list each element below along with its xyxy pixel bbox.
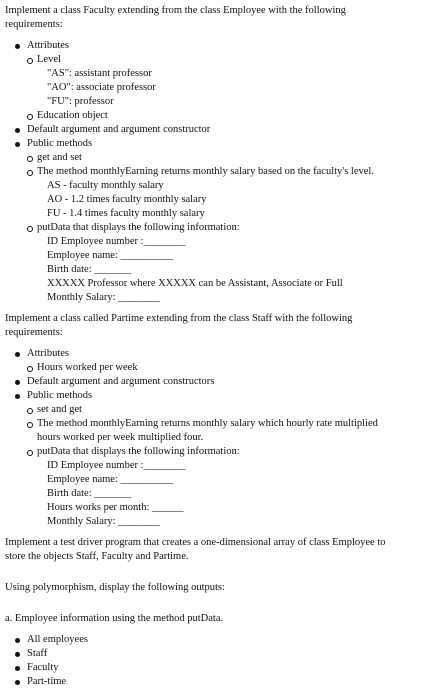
circle-bullet-icon — [27, 408, 33, 414]
salary-fu: FU - 1.4 times faculty monthly salary — [47, 208, 205, 219]
bullet-icon — [15, 680, 20, 685]
partime-intro — [5, 312, 418, 340]
part-a-list — [5, 633, 418, 689]
level-as: "AS": assistant professor — [47, 68, 152, 79]
list-item: get and set — [5, 151, 418, 165]
list-item: Attributes — [5, 39, 418, 53]
list-item: Part-time — [5, 675, 418, 689]
level-ao: "AO": associate professor — [47, 82, 156, 93]
faculty-intro-line-2: requirements: — [5, 19, 63, 30]
faculty-requirements-list — [5, 39, 418, 305]
output-id: ID Employee number :________ — [47, 460, 186, 471]
level-fu: "FU": professor — [47, 96, 114, 107]
bullet-icon — [15, 352, 20, 357]
bullet-icon — [15, 638, 20, 643]
part-a-intro: a. Employee information using the method putData. — [5, 613, 224, 624]
output-birth: Birth date: _______ — [47, 264, 131, 275]
circle-bullet-icon — [27, 226, 33, 232]
partime-intro-line-1: Implement a class called Partime extending from the class Staff with the following — [5, 313, 353, 324]
monthly-earning-continuation: hours worked per week multiplied four. — [37, 432, 204, 443]
list-item: set and get — [5, 403, 418, 417]
bullet-icon — [15, 44, 20, 49]
output-name: Employee name: __________ — [47, 250, 173, 261]
output-salary: Monthly Salary: ________ — [47, 292, 161, 303]
circle-bullet-icon — [27, 450, 33, 456]
list-item: Staff — [5, 647, 418, 661]
list-item: Hours worked per week — [5, 361, 418, 375]
list-item: The method monthlyEarning returns monthly salary based on the faculty's level. — [5, 165, 418, 179]
output-id: ID Employee number :________ — [47, 236, 186, 247]
bullet-icon — [15, 128, 20, 133]
bullet-icon — [15, 142, 20, 147]
polymorphism-paragraph: Using polymorphism, display the following outputs: — [5, 582, 225, 593]
salary-ao: AO - 1.2 times faculty monthly salary — [47, 194, 207, 205]
list-item: Faculty — [5, 661, 418, 675]
circle-bullet-icon — [27, 114, 33, 120]
list-item: Public methods — [5, 137, 418, 151]
output-professor: XXXXX Professor where XXXXX can be Assistant, Associate or Full — [47, 278, 343, 289]
output-salary: Monthly Salary: ________ — [47, 516, 161, 527]
circle-bullet-icon — [27, 366, 33, 372]
faculty-intro — [5, 4, 418, 32]
driver-line-1: Implement a test driver program that creates a one-dimensional array of class Employee to — [5, 537, 386, 548]
circle-bullet-icon — [27, 156, 33, 162]
bullet-icon — [15, 380, 20, 385]
partime-requirements-list — [5, 347, 418, 529]
bullet-icon — [15, 652, 20, 657]
circle-bullet-icon — [27, 58, 33, 64]
list-item: Education object — [5, 109, 418, 123]
list-item: Default argument and argument constructor — [5, 123, 418, 137]
output-birth: Birth date: _______ — [47, 488, 131, 499]
list-item: Attributes — [5, 347, 418, 361]
driver-paragraph — [5, 536, 418, 564]
list-item: Public methods — [5, 389, 418, 403]
salary-as: AS - faculty monthly salary — [47, 180, 164, 191]
driver-line-2: store the objects Staff, Faculty and Partime. — [5, 551, 189, 562]
output-hours-month: Hours works per month: ______ — [47, 502, 184, 513]
bullet-icon — [15, 394, 20, 399]
faculty-intro-line-1: Implement a class Faculty extending from the class Employee with the following — [5, 5, 346, 16]
list-item: Level — [5, 53, 418, 67]
partime-intro-line-2: requirements: — [5, 327, 63, 338]
output-name: Employee name: __________ — [47, 474, 173, 485]
list-item: putData that displays the following information: — [5, 221, 418, 235]
circle-bullet-icon — [27, 422, 33, 428]
list-item: The method monthlyEarning returns monthly salary which hourly rate multiplied — [5, 417, 418, 431]
bullet-icon — [15, 666, 20, 671]
circle-bullet-icon — [27, 170, 33, 176]
list-item: putData that displays the following information: — [5, 445, 418, 459]
list-item: Default argument and argument constructors — [5, 375, 418, 389]
list-item: All employees — [5, 633, 418, 647]
